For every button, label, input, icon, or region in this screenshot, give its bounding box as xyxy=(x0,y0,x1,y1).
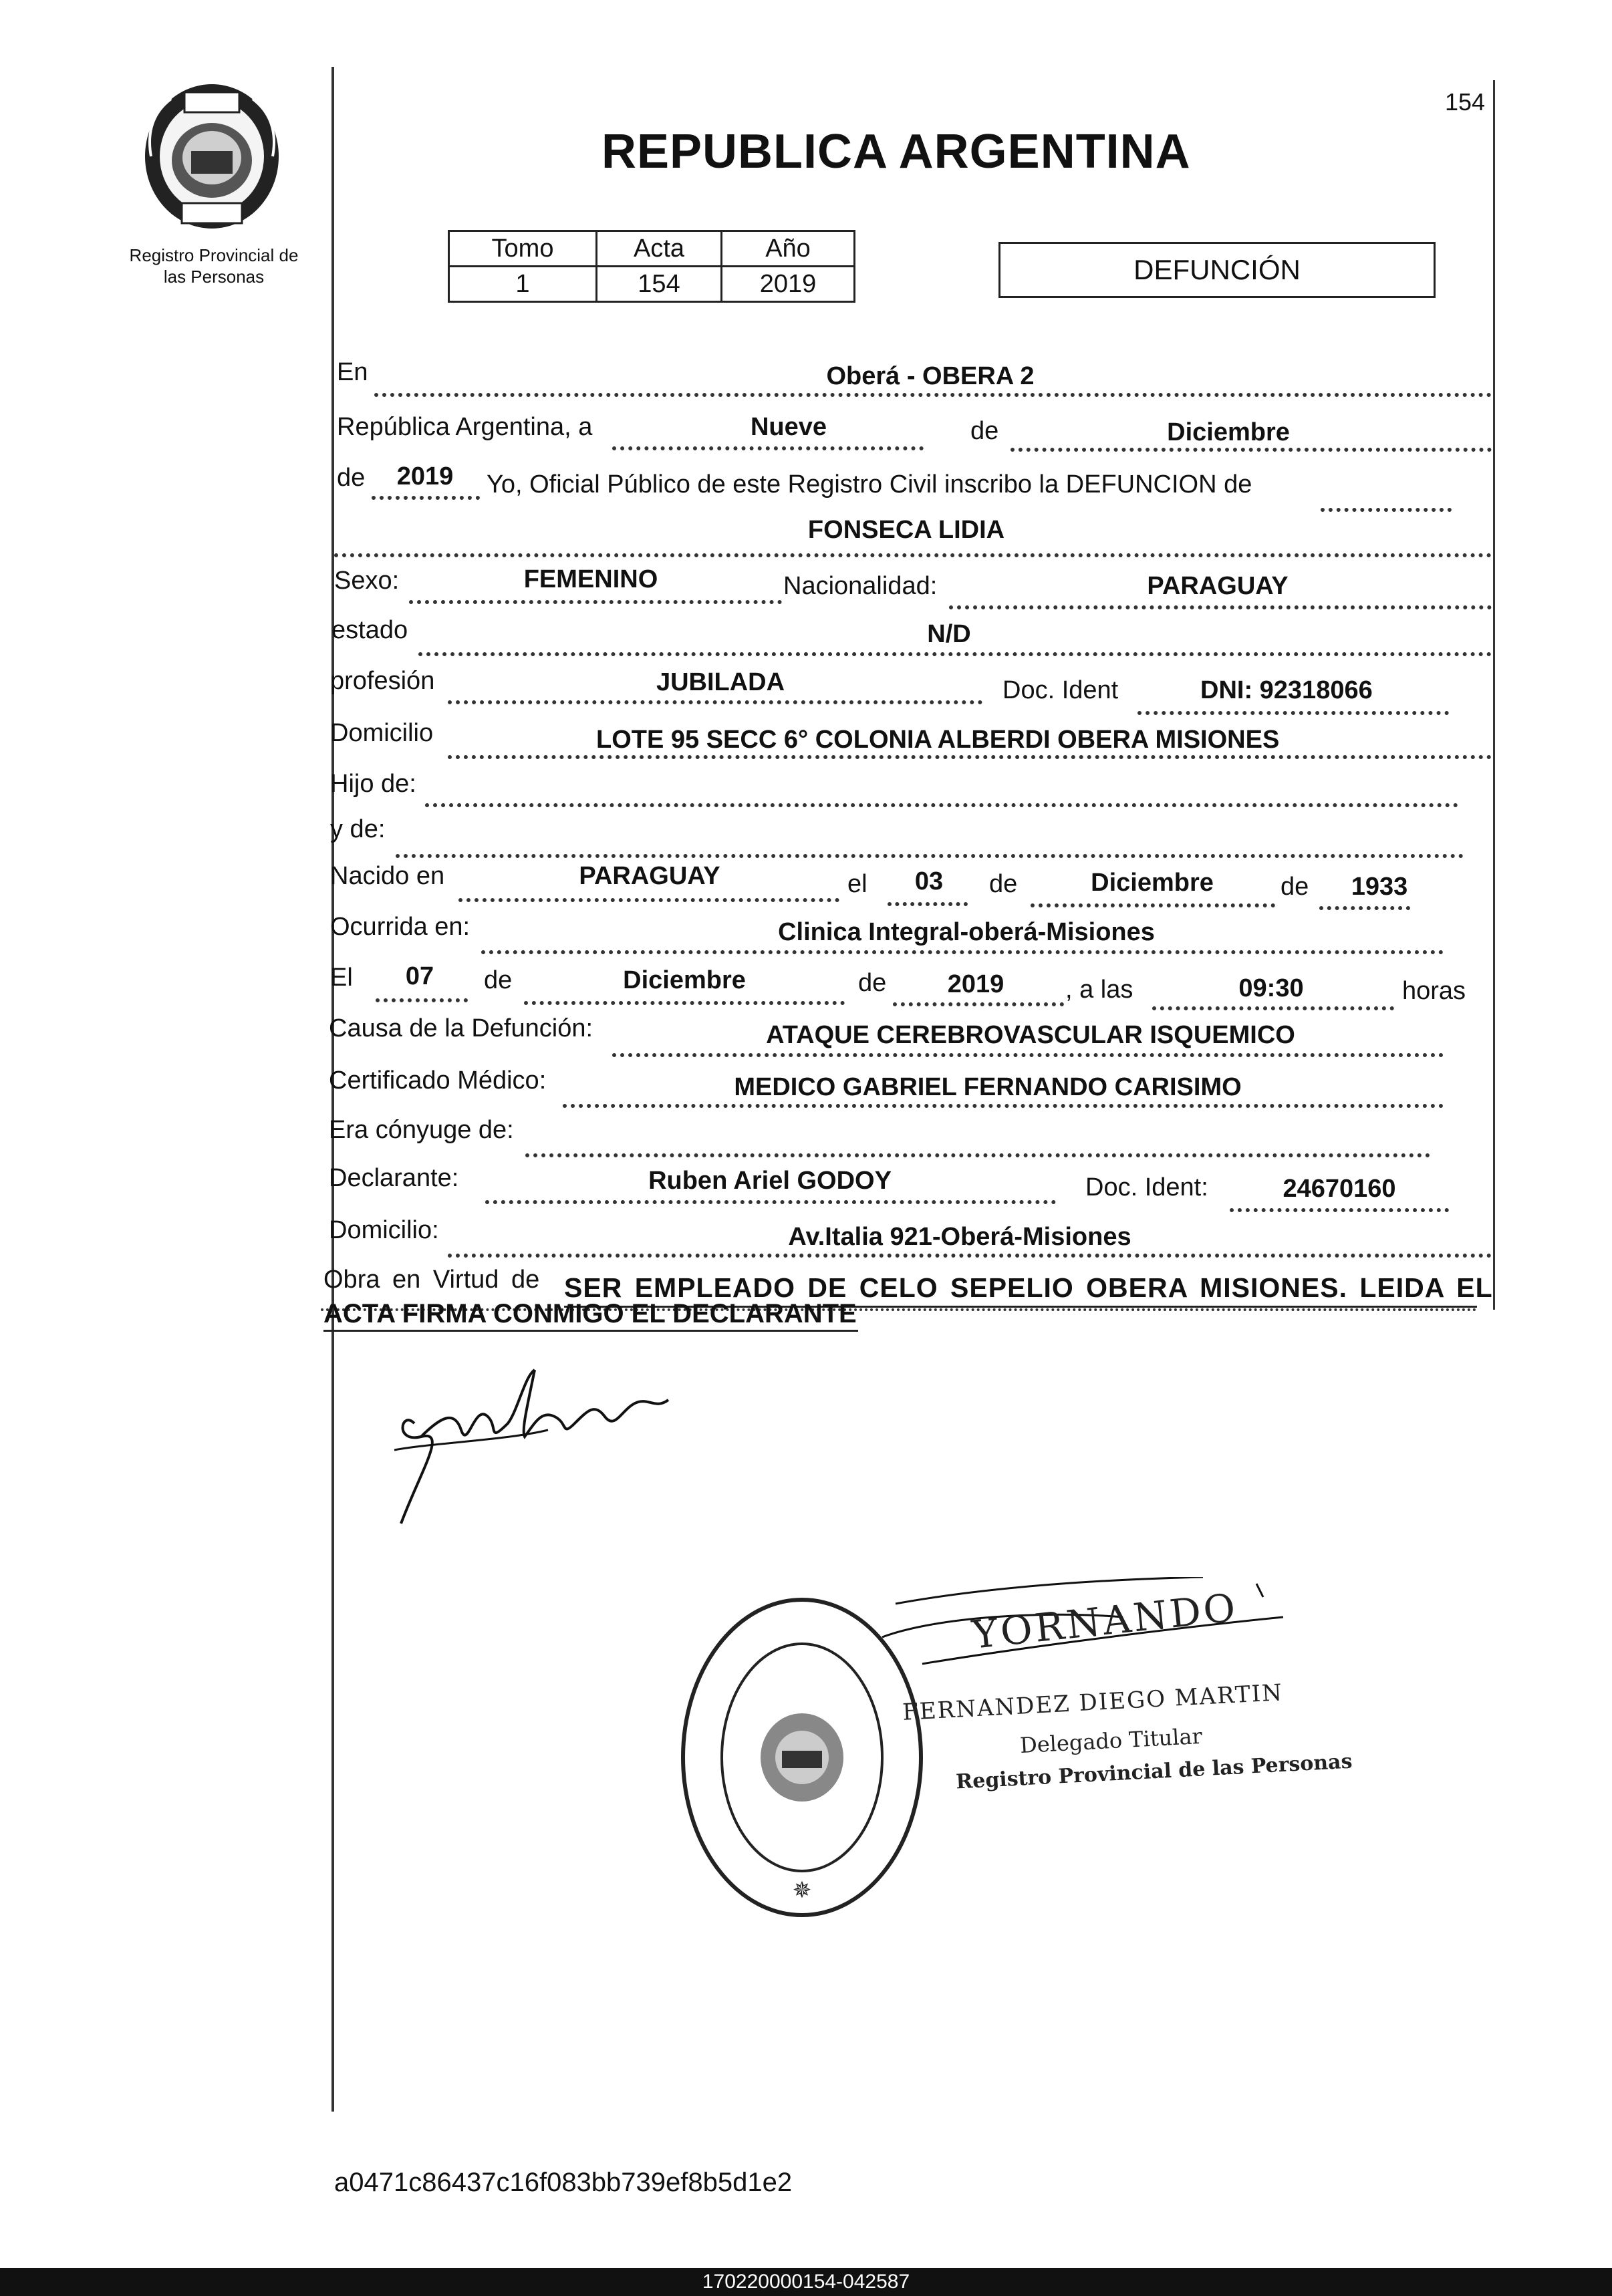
official-role: Delegado Titular xyxy=(1019,1723,1203,1759)
domicilio2-label: Domicilio: xyxy=(329,1216,439,1244)
estado-value: N/D xyxy=(927,620,971,648)
profesion-label: profesión xyxy=(330,667,435,695)
causa-line xyxy=(612,1053,1444,1057)
hijo-label: Hijo de: xyxy=(330,770,416,798)
hijo-line xyxy=(425,803,1458,807)
place-value: Oberá - OBERA 2 xyxy=(826,362,1035,390)
de-birth-year-label: de xyxy=(1281,873,1309,901)
table-header-row xyxy=(449,231,855,267)
document-hash: a0471c86437c16f083bb739ef8b5d1e2 xyxy=(334,2168,793,2197)
birth-day-value: 03 xyxy=(914,867,944,895)
doc-ident2-value: 24670160 xyxy=(1283,1175,1396,1203)
official-office: Registro Provincial de las Personas xyxy=(955,1749,1353,1794)
sexo-line xyxy=(409,600,782,604)
birth-month-value: Diciembre xyxy=(1091,869,1214,897)
nacido-line xyxy=(458,898,839,902)
certificado-label: Certificado Médico: xyxy=(329,1066,547,1095)
death-hour-value: 09:30 xyxy=(1238,974,1304,1002)
value-tomo: 1 xyxy=(449,267,597,302)
header-anio: Año xyxy=(722,231,855,267)
ocurrida-value: Clinica Integral-oberá-Misiones xyxy=(778,918,1155,946)
page-number: 154 xyxy=(1445,88,1486,116)
year-line xyxy=(372,496,480,500)
svg-text:✵: ✵ xyxy=(792,1877,812,1904)
day-line xyxy=(612,446,924,450)
declarante-line xyxy=(485,1200,1056,1204)
causa-value: ATAQUE CEREBROVASCULAR ISQUEMICO xyxy=(766,1021,1295,1049)
de-label: de xyxy=(970,417,999,445)
conyuge-line xyxy=(525,1153,1430,1157)
conyuge-label: Era cónyuge de: xyxy=(329,1116,514,1144)
death-month-value: Diciembre xyxy=(623,966,746,994)
month-value: Diciembre xyxy=(1167,418,1290,446)
el2-label: El xyxy=(330,964,353,992)
certificado-value: MEDICO GABRIEL FERNANDO CARISIMO xyxy=(734,1073,1242,1101)
birth-year-line xyxy=(1319,906,1410,910)
nacido-value: PARAGUAY xyxy=(579,862,720,890)
doc-ident2-label: Doc. Ident: xyxy=(1085,1173,1208,1201)
record-metadata-table xyxy=(448,230,855,303)
value-acta: 154 xyxy=(597,267,722,302)
declarante-value: Ruben Ariel GODOY xyxy=(648,1167,892,1195)
page-title: REPUBLICA ARGENTINA xyxy=(601,125,1191,178)
profesion-value: JUBILADA xyxy=(656,668,785,696)
header-tomo: Tomo xyxy=(449,231,597,267)
doc-ident-label: Doc. Ident xyxy=(1002,676,1119,704)
inscription-text: Yo, Oficial Público de este Registro Civil inscribo la DEFUNCION de xyxy=(487,470,1252,498)
official-signature-handwriting: YORNANDO xyxy=(970,1584,1240,1658)
de-year-label: de xyxy=(337,464,366,492)
sexo-label: Sexo: xyxy=(334,567,400,595)
causa-label: Causa de la Defunción: xyxy=(329,1014,593,1042)
document-type-box: DEFUNCIÓN xyxy=(998,242,1436,298)
header-acta: Acta xyxy=(597,231,722,267)
birth-year-value: 1933 xyxy=(1351,873,1408,901)
obra-value-line1: SER EMPLEADO DE CELO SEPELIO OBERA MISIONES. LEIDA EL xyxy=(564,1272,1493,1303)
horas-label: horas xyxy=(1402,977,1466,1005)
estado-line xyxy=(418,652,1492,656)
sexo-value: FEMENINO xyxy=(523,565,658,593)
de-birth-month-label: de xyxy=(989,870,1018,898)
declarante-label: Declarante: xyxy=(329,1164,459,1192)
right-margin-line xyxy=(1493,80,1495,1310)
domicilio-label: Domicilio xyxy=(330,719,434,747)
death-day-value: 07 xyxy=(405,962,434,990)
nacionalidad-label: Nacionalidad: xyxy=(783,572,938,600)
yde-line xyxy=(396,854,1464,858)
el-label: el xyxy=(847,870,867,898)
obra-value-line2: ACTA FIRMA CONMIGO EL DECLARANTE xyxy=(323,1299,857,1328)
domicilio-line xyxy=(448,755,1492,759)
death-year-line xyxy=(893,1002,1064,1006)
a-las-label: , a las xyxy=(1065,976,1133,1004)
official-name: FERNANDEZ DIEGO MARTIN xyxy=(902,1679,1284,1726)
name-line xyxy=(334,553,1492,557)
domicilio2-value: Av.Italia 921-Oberá-Misiones xyxy=(788,1223,1131,1251)
de-death-year-label: de xyxy=(858,969,887,997)
birth-month-line xyxy=(1031,903,1275,907)
day-value: Nueve xyxy=(750,413,827,441)
inscription-line xyxy=(1321,508,1452,512)
ocurrida-label: Ocurrida en: xyxy=(330,913,471,941)
doc-ident-value: DNI: 92318066 xyxy=(1200,676,1373,704)
obra-underline2 xyxy=(323,1330,858,1332)
death-year-value: 2019 xyxy=(947,970,1004,998)
en-label: En xyxy=(337,358,368,386)
year-value: 2019 xyxy=(396,462,454,490)
estado-label: estado xyxy=(331,616,408,644)
declarant-signature xyxy=(374,1363,722,1537)
en-line xyxy=(374,393,1492,397)
certificado-line xyxy=(563,1104,1444,1108)
footer-code: 170220000154-042587 xyxy=(702,2271,910,2293)
de-death-month-label: de xyxy=(484,966,513,994)
obra-label: Obra en Virtud de xyxy=(323,1266,540,1294)
value-anio: 2019 xyxy=(722,267,855,302)
nacido-label: Nacido en xyxy=(330,862,445,890)
death-month-line xyxy=(524,1001,845,1005)
registry-label: Registro Provincial de las Personas xyxy=(129,245,299,287)
provincial-seal-logo xyxy=(138,79,286,234)
republica-label: República Argentina, a xyxy=(337,413,593,441)
birth-day-line xyxy=(888,902,968,906)
death-hour-line xyxy=(1152,1006,1394,1010)
month-line xyxy=(1011,448,1492,452)
table-row xyxy=(449,267,855,302)
domicilio-value: LOTE 95 SECC 6° COLONIA ALBERDI OBERA MISIONES xyxy=(596,726,1280,754)
nacionalidad-value: PARAGUAY xyxy=(1147,572,1289,600)
death-day-line xyxy=(376,998,468,1002)
yde-label: y de: xyxy=(330,815,386,843)
ocurrida-line xyxy=(481,950,1444,954)
nacionalidad-line xyxy=(949,605,1492,609)
doc-ident2-line xyxy=(1230,1208,1449,1212)
deceased-name-value: FONSECA LIDIA xyxy=(807,516,1005,544)
doc-ident-line xyxy=(1137,711,1449,715)
domicilio2-line xyxy=(448,1254,1492,1258)
profesion-line xyxy=(448,700,982,704)
